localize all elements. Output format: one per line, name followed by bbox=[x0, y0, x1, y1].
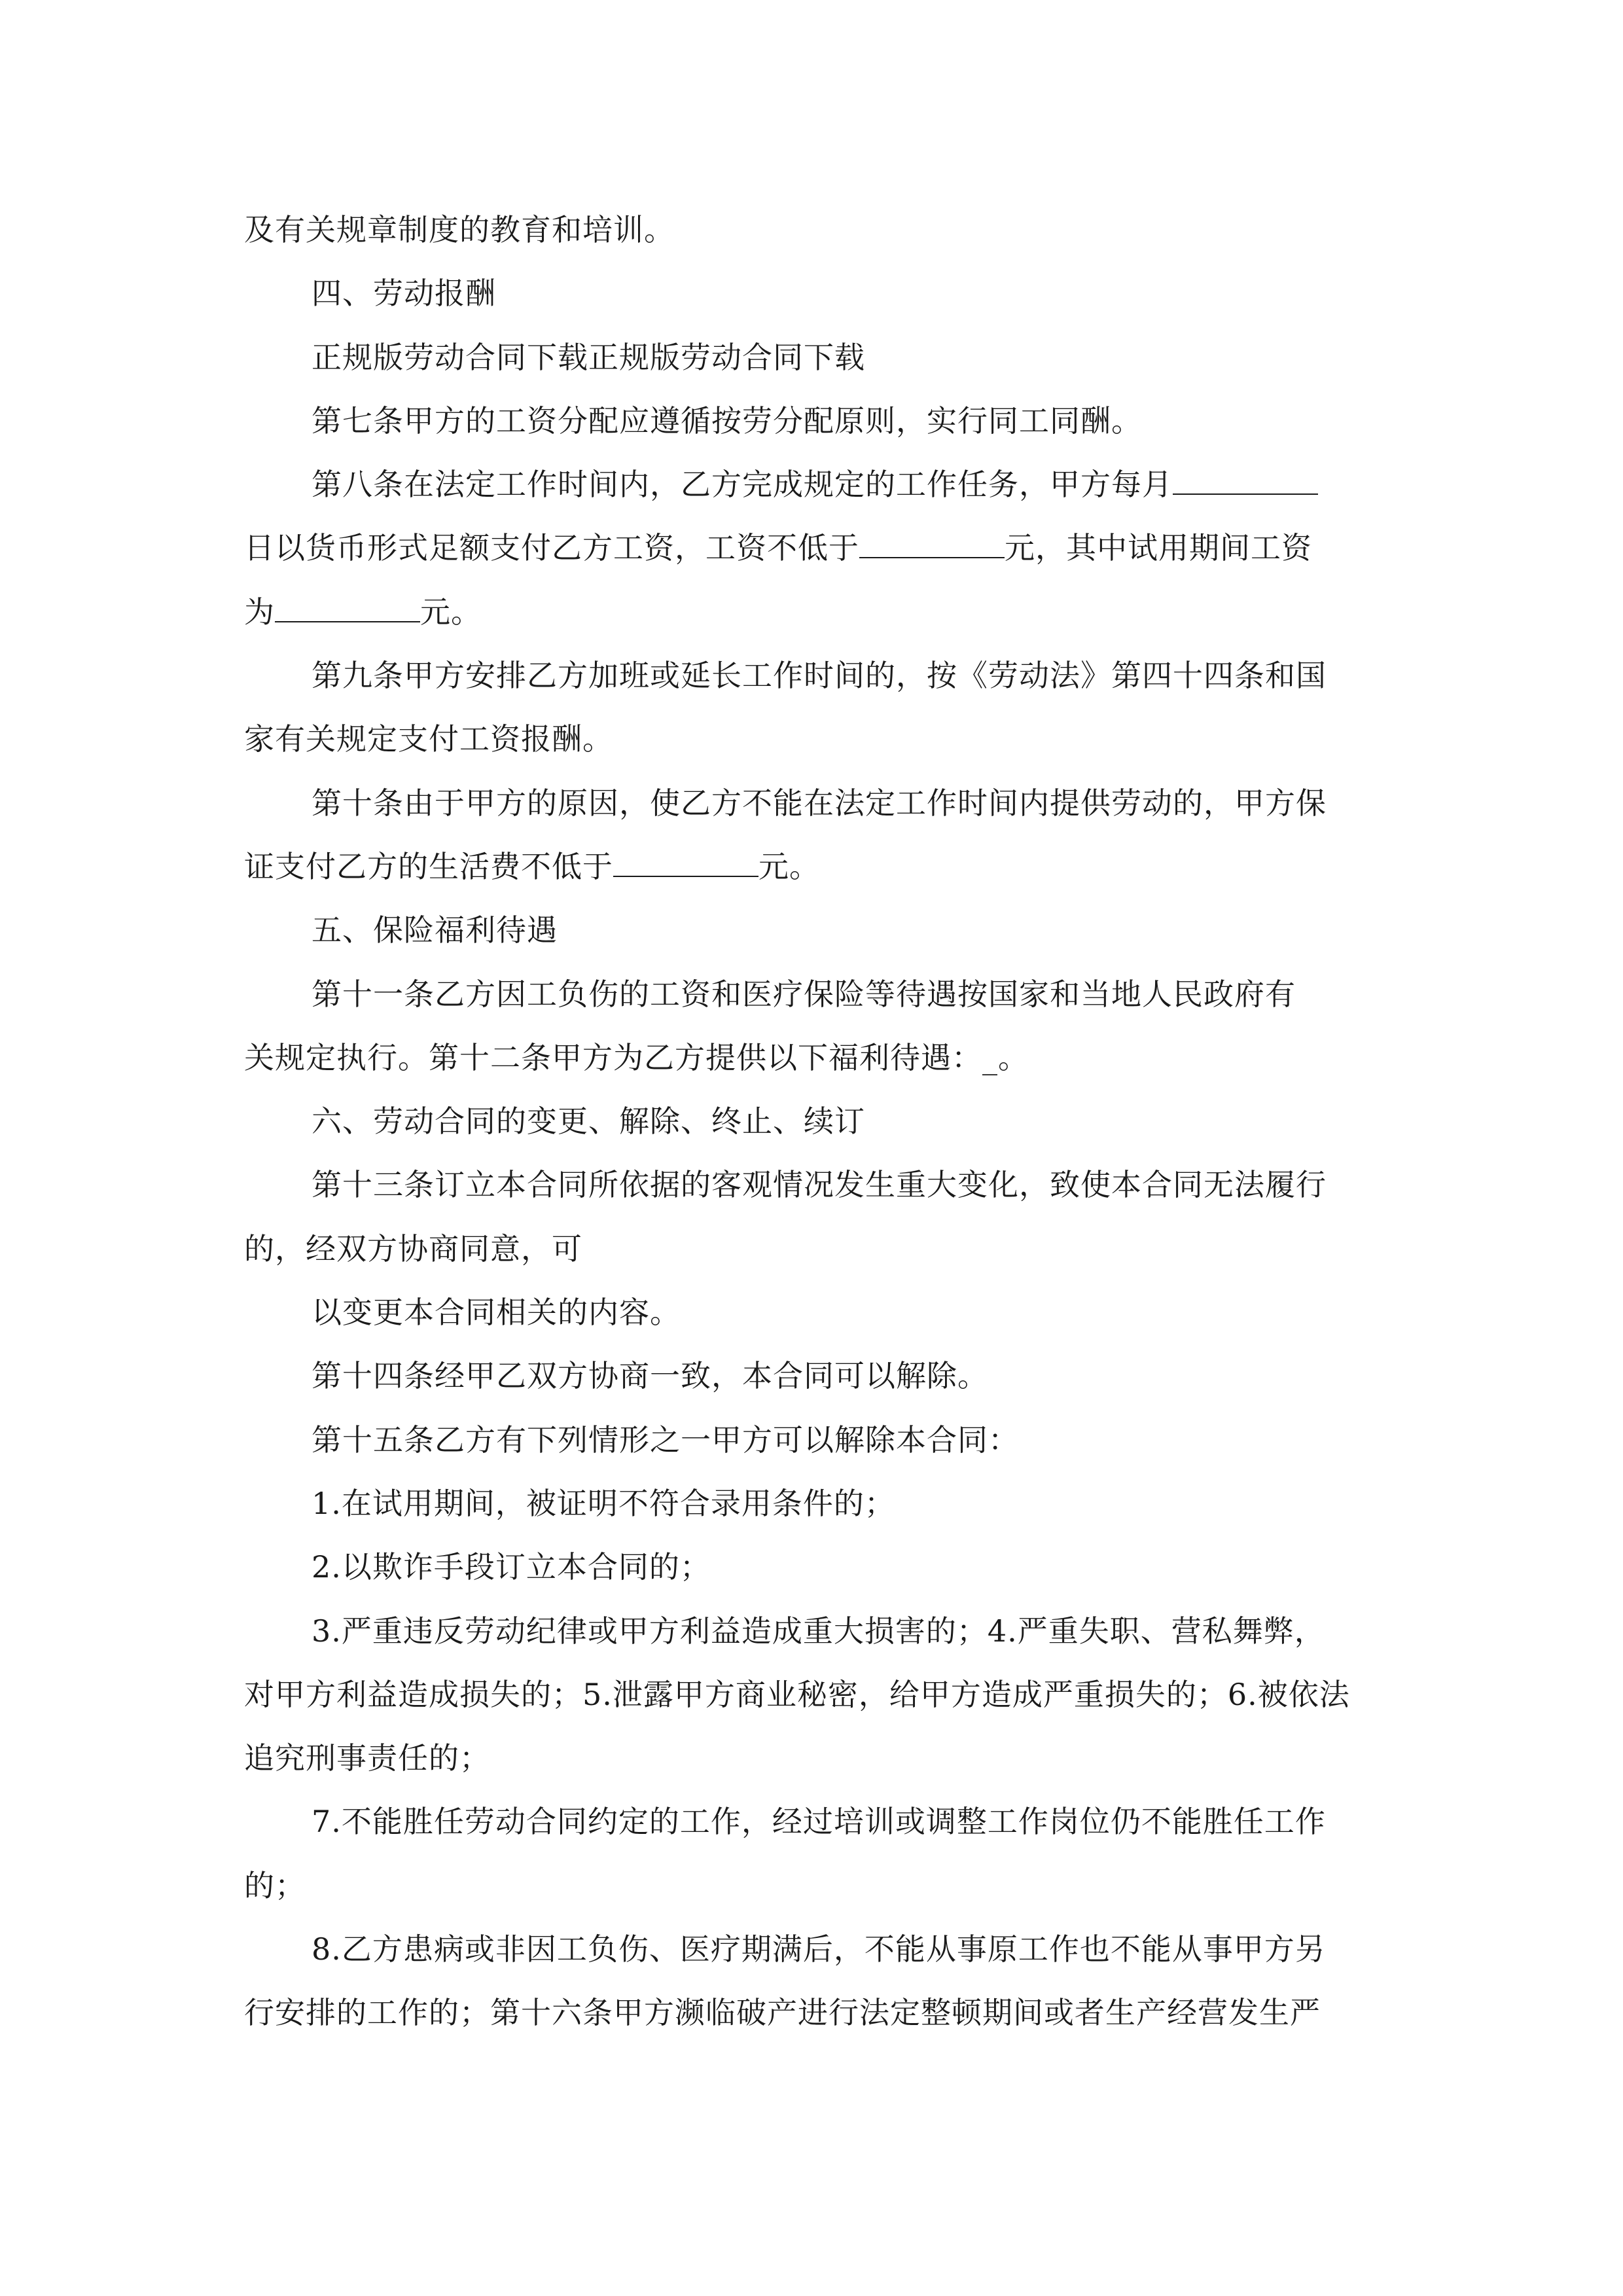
article-10: 第十条由于甲方的原因，使乙方不能在法定工作时间内提供劳动的，甲方保 bbox=[312, 785, 1327, 821]
article-13: 第十三条订立本合同所依据的客观情况发生重大变化，致使本合同无法履行 bbox=[312, 1167, 1327, 1203]
section-heading: 六、劳动合同的变更、解除、终止、续订 bbox=[312, 1103, 865, 1139]
text-line: 追究刑事责任的； bbox=[244, 1740, 490, 1776]
section-heading: 五、保险福利待遇 bbox=[312, 912, 558, 948]
text-line: 对甲方利益造成损失的；5.泄露甲方商业秘密，给甲方造成严重损失的；6.被依法 bbox=[244, 1676, 1350, 1712]
list-item: 1.在试用期间，被证明不符合录用条件的； bbox=[312, 1485, 895, 1521]
article-9: 第九条甲方安排乙方加班或延长工作时间的，按《劳动法》第四十四条和国 bbox=[312, 658, 1327, 694]
article-15: 第十五条乙方有下列情形之一甲方可以解除本合同： bbox=[312, 1422, 1019, 1458]
list-item: 7.不能胜任劳动合同约定的工作，经过培训或调整工作岗位仍不能胜任工作 bbox=[312, 1804, 1326, 1840]
text-line: 的； bbox=[244, 1867, 306, 1903]
article-7: 第七条甲方的工资分配应遵循按劳分配原则，实行同工同酬。 bbox=[312, 403, 1142, 439]
text-line: 证支付乙方的生活费不低于 元。 bbox=[244, 835, 1380, 899]
text-line: 家有关规定支付工资报酬。 bbox=[244, 721, 613, 757]
list-item: 8.乙方患病或非因工负伤、医疗期满后，不能从事原工作也不能从事甲方另 bbox=[312, 1931, 1326, 1967]
document-body bbox=[244, 198, 1380, 2045]
list-item: 3.严重违反劳动纪律或甲方利益造成重大损害的；4.严重失职、营私舞弊， bbox=[312, 1613, 1325, 1649]
blank-field[interactable] bbox=[1173, 463, 1318, 495]
text-line: 关规定执行。第十二条甲方为乙方提供以下福利待遇：_。 bbox=[244, 1039, 1029, 1075]
blank-field[interactable] bbox=[275, 591, 420, 622]
text-line: 及有关规章制度的教育和培训。 bbox=[244, 212, 675, 247]
text-line: 日以货币形式足额支付乙方工资，工资不低于 元，其中试用期间工资 bbox=[244, 516, 1380, 580]
section-heading: 四、劳动报酬 bbox=[312, 276, 496, 312]
article-14: 第十四条经甲乙双方协商一致，本合同可以解除。 bbox=[312, 1358, 988, 1394]
blank-field[interactable] bbox=[613, 846, 758, 877]
article-8: 第八条在法定工作时间内，乙方完成规定的工作任务，甲方每月 bbox=[244, 453, 1380, 516]
text-line: 正规版劳动合同下载正规版劳动合同下载 bbox=[312, 339, 865, 375]
text-line: 行安排的工作的；第十六条甲方濒临破产进行法定整顿期间或者生产经营发生严 bbox=[244, 1995, 1321, 2031]
list-item: 2.以欺诈手段订立本合同的； bbox=[312, 1549, 711, 1585]
article-11: 第十一条乙方因工负伤的工资和医疗保险等待遇按国家和当地人民政府有 bbox=[312, 976, 1296, 1012]
text-line: 以变更本合同相关的内容。 bbox=[312, 1295, 681, 1331]
blank-field[interactable] bbox=[859, 527, 1005, 558]
text-line: 为 元。 bbox=[244, 581, 1380, 644]
text-line: 的，经双方协商同意，可 bbox=[244, 1230, 582, 1266]
